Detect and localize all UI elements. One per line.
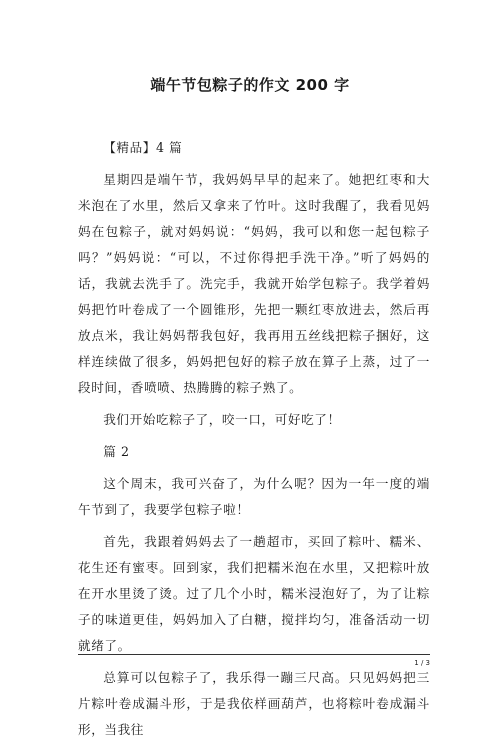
paragraph-label: 【精品】4 篇 — [103, 140, 183, 155]
paragraph: 总算可以包粽子了，我乐得一蹦三尺高。只见妈妈把三片粽叶卷成漏斗形，于是我依样画葫芦，也将粽叶卷成漏斗形，当我往 — [78, 670, 430, 737]
paragraph: 首先，我跟着妈妈去了一趟超市，买回了粽叶、糯米、花生还有蜜枣。回到家，我们把糯米泡在水里，又把粽叶放在开水里烫了烫。过了几个小时，糯米浸泡好了，为了让粽子的味道更佳，妈妈加入了白糖，搅拌均匀，准备活动一切就绪了。 — [78, 534, 430, 653]
document-body — [78, 135, 430, 749]
paragraph: 星期四是端午节，我妈妈早早的起来了。她把红枣和大米泡在了水里，然后又拿来了竹叶。这时我醒了，我看见妈妈在包粽子，就对妈妈说：“妈妈，我可以和您一起包粽子吗？”妈妈说：“可以，不过你得把手洗干净。”听了妈妈的话，我就去洗手了。洗完手，我就开始学包粽子。我学着妈妈把竹叶卷成了一个圆锥形，先把一颗红枣放进去，然后再放点米，我让妈妈帮我包好，我再用五丝线把粽子捆好，这样连续做了很多，妈妈把包好的粽子放在算子上蒸，过了一段时间，香喷喷、热腾腾的粽子熟了。 — [78, 172, 430, 395]
paragraph: 我们开始吃粽子了，咬一口，可好吃了！ — [103, 412, 341, 427]
document-title: 端午节包粽子的作文 200 字 — [150, 76, 350, 94]
footer-divider — [78, 654, 430, 655]
paragraph: 这个周末，我可兴奋了，为什么呢？因为一年一度的端午节到了，我要学包粽子啦！ — [78, 476, 430, 517]
section-heading: 篇 2 — [103, 444, 130, 459]
page-number: 1 / 3 — [414, 659, 430, 667]
